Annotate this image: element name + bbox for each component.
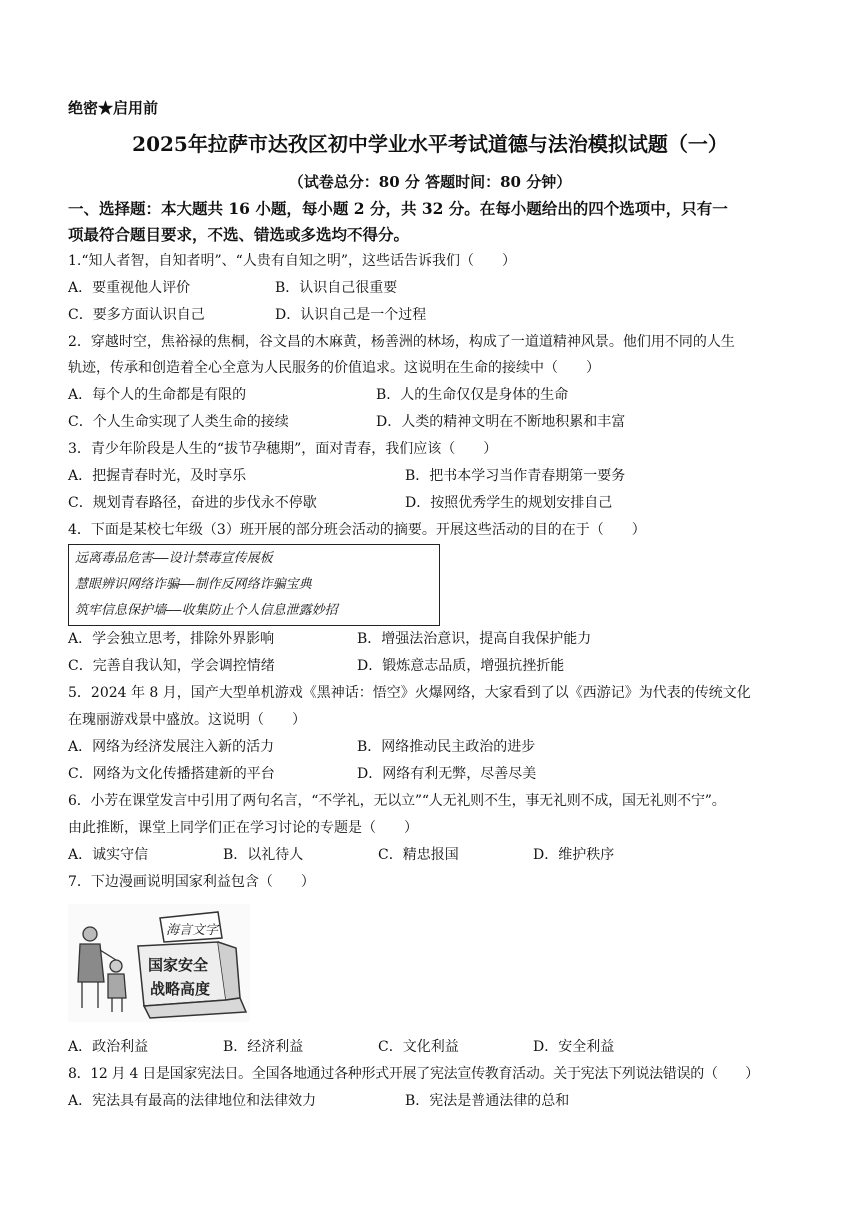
secret-label: 绝密★启用前 [68, 99, 159, 117]
q2-stem-1: 2．穿越时空，焦裕禄的焦桐，谷文昌的木麻黄，杨善洲的林场，构成了一道道精神风景。他们用不同的人生 [68, 334, 735, 350]
q5-stem-1: 5．2024 年 8 月，国产大型单机游戏《黑神话：悟空》火爆网络，大家看到了以《西游记》为代表的传统文化 [68, 685, 751, 701]
q7-option-c: C．文化利益 [378, 1039, 459, 1055]
q7-cartoon [68, 904, 250, 1022]
q5-stem-2: 在瑰丽游戏景中盛放。这说明（ ） [68, 712, 306, 728]
q2-option-a: A．每个人的生命都是有限的 [68, 387, 247, 403]
q5-option-a: A．网络为经济发展注入新的活力 [68, 739, 275, 755]
q2-option-c: C．个人生命实现了人类生命的接续 [68, 414, 289, 430]
q5-option-d: D．网络有利无弊，尽善尽美 [357, 766, 537, 782]
q4-stem: 4．下面是某校七年级（3）班开展的部分班会活动的摘要。开展这些活动的目的在于（ ） [68, 522, 646, 538]
q4-box-line-2: 慧眼辨识网络诈骗——制作反网络诈骗宝典 [75, 577, 312, 592]
q7-stem: 7．下边漫画说明国家利益包含（ ） [68, 874, 315, 890]
q4-activity-box [68, 544, 440, 626]
q3-stem: 3．青少年阶段是人生的“拔节孕穗期”，面对青春，我们应该（ ） [68, 441, 498, 457]
q8-option-b: B．宪法是普通法律的总和 [405, 1093, 570, 1109]
q6-stem-1: 6．小芳在课堂发言中引用了两句名言，“不学礼，无以立”“人无礼则不生，事无礼则不成，国无礼则不宁”。 [68, 793, 726, 809]
q3-option-c: C．规划青春路径，奋进的步伐永不停歇 [68, 495, 317, 511]
q6-option-c: C．精忠报国 [378, 847, 459, 863]
q4-option-c: C．完善自我认知，学会调控情绪 [68, 658, 275, 674]
q8-stem: 8．12 月 4 日是国家宪法日。全国各地通过各种形式开展了宪法宣传教育活动。关于宪法下列说法错误的（ ） [68, 1066, 759, 1082]
exam-info: （试卷总分：80 分 答题时间：80 分钟） [288, 173, 572, 191]
q1-option-c: C．要多方面认识自己 [68, 307, 205, 323]
q7-cartoon-line1: 国家安全 [148, 956, 209, 974]
q5-option-b: B．网络推动民主政治的进步 [357, 739, 536, 755]
q1-stem: 1.“知人者智，自知者明”、“人贵有自知之明”，这些话告诉我们（ ） [68, 253, 516, 269]
q3-option-a: A．把握青春时光，及时享乐 [68, 468, 247, 484]
q6-stem-2: 由此推断，课堂上同学们正在学习讨论的专题是（ ） [68, 820, 418, 836]
section-instructions-2: 项最符合题目要求，不选、错选或多选均不得分。 [68, 225, 410, 244]
q4-option-d: D．锻炼意志品质，增强抗挫折能 [357, 658, 565, 674]
q8-option-a: A．宪法具有最高的法律地位和法律效力 [68, 1093, 317, 1109]
q1-option-d: D．认识自己是一个过程 [275, 307, 427, 323]
q7-cartoon-line2: 战略高度 [150, 980, 211, 998]
q1-option-a: A．要重视他人评价 [68, 280, 191, 296]
q3-option-d: D．按照优秀学生的规划安排自己 [405, 495, 613, 511]
q7-option-d: D．安全利益 [533, 1039, 615, 1055]
q2-option-b: B．人的生命仅仅是身体的生命 [376, 387, 569, 403]
q5-option-c: C．网络为文化传播搭建新的平台 [68, 766, 275, 782]
q7-cartoon-tag: 海言文字 [166, 923, 219, 938]
q4-box-line-3: 筑牢信息保护墙——收集防止个人信息泄露妙招 [75, 603, 338, 618]
section-instructions-1: 一、选择题：本大题共 16 小题，每小题 2 分，共 32 分。在每小题给出的四个选项中，只有一 [68, 199, 728, 218]
q1-option-b: B．认识自己很重要 [275, 280, 398, 296]
q2-option-d: D．人类的精神文明在不断地积累和丰富 [376, 414, 626, 430]
q2-stem-2: 轨迹，传承和创造着全心全意为人民服务的价值追求。这说明在生命的接续中（ ） [68, 360, 600, 376]
q6-option-d: D．维护秩序 [533, 847, 615, 863]
q3-option-b: B．把书本学习当作青春期第一要务 [405, 468, 626, 484]
q4-option-b: B．增强法治意识，提高自我保护能力 [357, 631, 592, 647]
q6-option-b: B．以礼待人 [223, 847, 304, 863]
q7-option-a: A．政治利益 [68, 1039, 149, 1055]
q7-option-b: B．经济利益 [223, 1039, 304, 1055]
q4-option-a: A．学会独立思考，排除外界影响 [68, 631, 275, 647]
exam-title: 2025年拉萨市达孜区初中学业水平考试道德与法治模拟试题（一） [132, 132, 728, 156]
q4-box-line-1: 远离毒品危害——设计禁毒宣传展板 [75, 551, 273, 566]
q6-option-a: A．诚实守信 [68, 847, 149, 863]
